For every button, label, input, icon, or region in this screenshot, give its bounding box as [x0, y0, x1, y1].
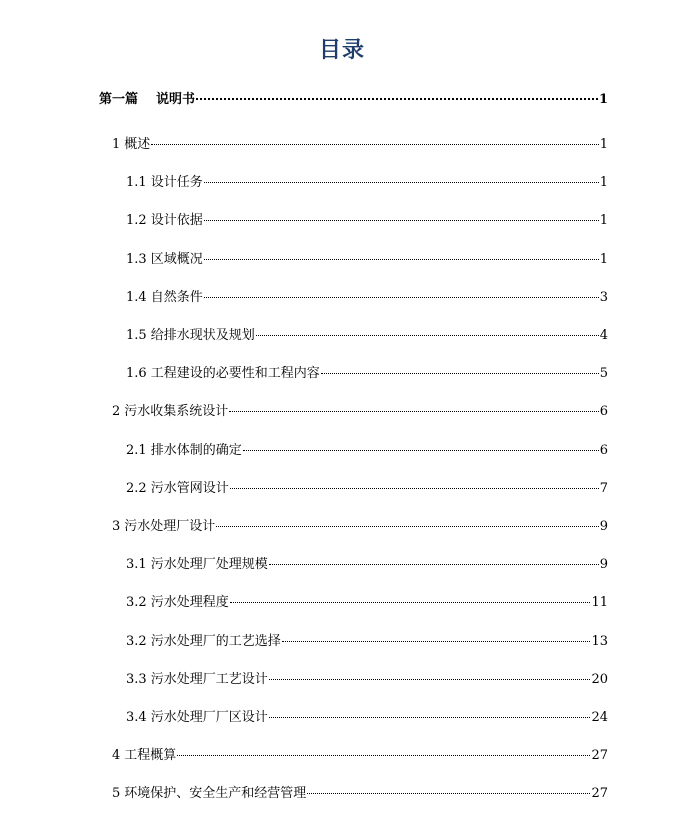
toc-entry-number: 1.2: [126, 213, 147, 229]
toc-entry-label: 污水处理程度: [150, 595, 229, 611]
toc-entry[interactable]: [126, 633, 608, 651]
toc-entry-number: 2: [112, 404, 121, 420]
dot-leader: [243, 450, 599, 451]
dot-leader: [216, 526, 598, 527]
toc-entry[interactable]: [126, 480, 608, 498]
dot-leader: [307, 793, 590, 794]
toc-entry-number: 1.3: [126, 251, 147, 267]
toc-entry[interactable]: [126, 442, 608, 460]
toc-entry-number: 1.5: [126, 328, 147, 343]
dot-leader: [269, 717, 591, 718]
dot-leader: [204, 259, 599, 260]
toc-entry[interactable]: [126, 251, 608, 269]
toc-entry-label: 工程概算: [124, 748, 177, 764]
toc-entry-page-number: 3: [599, 289, 608, 305]
toc-entry-label: 区域概况: [150, 251, 203, 267]
dot-leader: [204, 220, 599, 221]
toc-entry[interactable]: [126, 174, 608, 192]
toc-entry-page-number: 11: [591, 595, 608, 611]
toc-entry-label: 环境保护、安全生产和经营管理: [124, 786, 307, 802]
toc-entry-page-number: 6: [599, 442, 608, 458]
toc-entry-number: 3.4: [126, 710, 147, 725]
dot-leader: [256, 335, 599, 336]
toc-entry-number: 1.4: [126, 289, 147, 305]
toc-entry-number: 3.3: [126, 671, 147, 687]
toc-entry[interactable]: [112, 785, 608, 803]
toc-entry-page-number: 9: [599, 557, 608, 573]
toc-entry-label: 工程建设的必要性和工程内容: [150, 366, 320, 382]
toc-entry-page-number: 27: [591, 748, 608, 764]
toc-entry-label: 污水处理厂工艺设计: [150, 671, 268, 687]
toc-entry-page-number: 1: [599, 251, 608, 267]
toc-entry[interactable]: [126, 289, 608, 307]
toc-entry[interactable]: [112, 518, 608, 536]
dot-leader: [177, 755, 590, 756]
toc-entry-label: 说明书: [156, 92, 196, 107]
dot-leader: [230, 602, 591, 603]
toc-entry-label: 污水处理厂厂区设计: [150, 710, 268, 725]
toc-entry-number: 3.2: [126, 595, 147, 611]
toc-entry[interactable]: [112, 136, 608, 154]
toc-entry-number: 1.6: [126, 366, 147, 382]
toc-entry-page-number: 4: [599, 328, 608, 343]
toc-entry-page-number: 1: [599, 175, 608, 191]
toc-entry-page-number: 1: [599, 213, 608, 229]
toc-entry[interactable]: [126, 212, 608, 230]
toc-entry-label: 设计依据: [150, 213, 203, 229]
dot-leader: [151, 144, 598, 145]
toc-entry-label: 污水收集系统设计: [124, 404, 229, 420]
toc-entry-label: 排水体制的确定: [150, 442, 242, 458]
toc-entry-number: 1: [112, 137, 121, 152]
toc-entry-number: 2.2: [126, 480, 147, 496]
toc-entry-page-number: 5: [599, 366, 608, 382]
dot-leader: [269, 564, 599, 565]
toc-entry[interactable]: [99, 91, 608, 109]
toc-entry-page-number: 1: [598, 92, 608, 107]
toc-entry-number: 1.1: [126, 175, 147, 191]
toc-entry-label: 污水管网设计: [150, 480, 229, 496]
dot-leader: [196, 98, 598, 100]
toc-entry-number: 2.1: [126, 442, 147, 458]
dot-leader: [230, 488, 599, 489]
toc-entry[interactable]: [112, 403, 608, 421]
toc-entry-page-number: 20: [591, 671, 608, 687]
toc-entry-label: 自然条件: [150, 289, 203, 305]
toc-entry-page-number: 6: [599, 404, 608, 420]
toc-entry-page-number: 13: [591, 633, 608, 649]
toc-entry-page-number: 24: [591, 710, 608, 725]
dot-leader: [282, 641, 591, 642]
toc-entry-label: 污水处理厂的工艺选择: [150, 633, 281, 649]
dot-leader: [321, 373, 599, 374]
toc-entry-page-number: 9: [599, 519, 608, 534]
toc-entry[interactable]: [126, 709, 608, 727]
toc-entry-number: 5: [112, 786, 121, 802]
dot-leader: [269, 679, 591, 680]
toc-entry-number: 3.1: [126, 557, 147, 573]
toc-entry-number: 4: [112, 748, 121, 764]
toc-entry[interactable]: [126, 365, 608, 383]
page-title: 目录: [318, 38, 365, 63]
toc-entry-label: 给排水现状及规划: [150, 328, 255, 343]
toc-entry[interactable]: [126, 671, 608, 689]
toc-entry-label: 设计任务: [150, 175, 203, 191]
dot-leader: [204, 182, 599, 183]
toc-entry[interactable]: [126, 327, 608, 345]
toc-entry-page-number: 7: [599, 480, 608, 496]
toc-entry-number: 第一篇: [99, 92, 139, 107]
toc-entry-number: 3: [112, 519, 121, 534]
toc-entry-label: 污水处理厂设计: [124, 519, 216, 534]
toc-entry[interactable]: [126, 556, 608, 574]
toc-entry[interactable]: [112, 747, 608, 765]
dot-leader: [204, 297, 599, 298]
toc-entry-number: 3.2: [126, 633, 147, 649]
toc-entry-page-number: 27: [591, 786, 608, 802]
toc-entry[interactable]: [126, 594, 608, 612]
toc-entry-label: 污水处理厂处理规模: [150, 557, 268, 573]
toc-entry-page-number: 1: [599, 137, 608, 152]
toc-entry-label: 概述: [124, 137, 151, 152]
dot-leader: [229, 411, 598, 412]
